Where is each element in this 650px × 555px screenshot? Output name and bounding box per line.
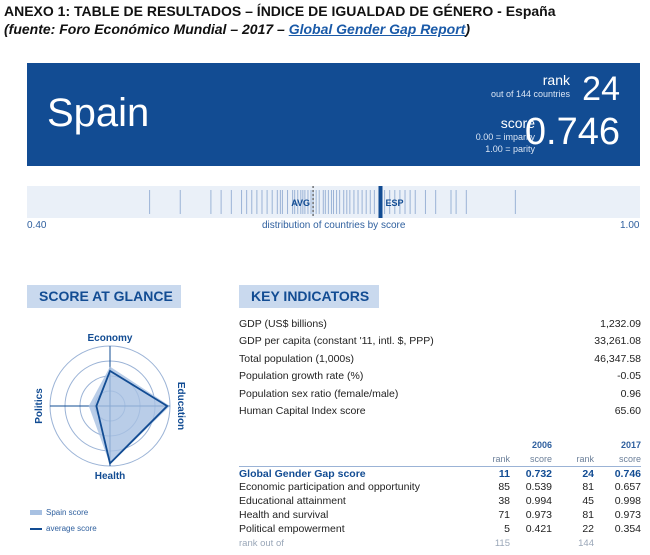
indicator-row [239,353,641,370]
indicator-value: 0.96 [620,387,641,400]
rank-2006: 5 [504,523,510,535]
distribution-caption: distribution of countries by score [262,220,406,231]
table-row [239,522,641,536]
col-score-2017: score [618,454,641,464]
indicator-row [239,370,641,387]
legend-average-label: average score [46,524,97,533]
rank-2017: 81 [582,481,594,493]
rank-2006: 71 [498,509,510,521]
distribution-min-label: 0.40 [27,220,47,231]
row-label: Global Gender Gap score [239,467,366,480]
spain-marker-label: ESP [385,198,404,208]
score-2006: 0.421 [525,523,552,535]
rank-out-of-2017: 144 [578,537,594,549]
score-2017: 0.998 [614,495,641,507]
indicator-label: Population sex ratio (female/male) [239,387,399,400]
rank-2006: 38 [498,495,510,507]
indicator-row [239,405,641,422]
rank-value: 24 [582,70,620,108]
rank-out-of-label: rank out of [239,537,284,549]
score-2017: 0.354 [614,523,641,535]
col-rank-2017: rank [576,454,594,464]
indicator-value: 46,347.58 [594,352,641,365]
rank-2006: 85 [498,481,510,493]
table-row [239,466,641,480]
report-link[interactable]: Global Gender Gap Report [288,21,466,37]
source-prefix: (fuente: Foro Económico Mundial – 2017 – [4,21,289,37]
table-body [239,466,641,536]
spain-swatch [30,510,42,515]
row-label: Economic participation and opportunity [239,481,420,493]
country-name: Spain [47,91,150,135]
rank-label: rank [542,72,570,88]
rank-2006: 11 [498,467,510,480]
axis-label-education: Education [175,381,186,431]
score-distribution-strip [27,186,640,218]
distribution-max-label: 1.00 [620,220,640,231]
indicator-value: -0.05 [617,370,641,383]
indicator-label: GDP (US$ billions) [239,318,327,330]
gender-gap-table [239,438,641,550]
row-label: Educational attainment [239,495,346,507]
score-radar-chart [25,318,195,488]
indicator-value: 65.60 [614,405,641,417]
indicator-label: Human Capital Index score [239,405,366,417]
rank-out-of-2006: 115 [494,537,510,549]
table-header-row [239,452,641,466]
table-year-row [239,438,641,452]
axis-label-economy: Economy [87,333,133,344]
key-indicators-heading: KEY INDICATORS [239,285,379,308]
indicator-value: 1,232.09 [600,318,641,330]
indicator-value: 33,261.08 [594,335,641,348]
score-at-glance-heading: SCORE AT GLANCE [27,285,181,308]
indicator-label: Total population (1,000s) [239,352,354,365]
score-2017: 0.657 [614,481,641,493]
table-row [239,508,641,522]
indicator-row [239,318,641,335]
legend-average [30,524,97,533]
score-2017: 0.746 [614,467,641,480]
score-2006: 0.973 [525,509,552,521]
document-title: ANEXO 1: TABLE DE RESULTADOS – ÍNDICE DE IGUALDAD DE GÉNERO - España [4,3,556,19]
table-row [239,494,641,508]
average-marker-label: AVG [291,198,311,208]
score-value: 0.746 [524,111,620,153]
table-footer-row [239,536,641,550]
score-parity-note: 1.00 = parity [485,144,535,154]
rank-2017: 81 [582,509,594,521]
row-label: Political empowerment [239,523,345,535]
axis-label-health: Health [94,471,126,482]
source-suffix: ) [465,21,470,37]
score-imparity-note: 0.00 = imparity [475,132,535,142]
indicator-label: GDP per capita (constant '11, intl. $, PPP) [239,335,434,348]
country-banner [27,63,640,166]
col-score-2006: score [529,454,552,464]
rank-sublabel: out of 144 countries [490,89,570,99]
score-2006: 0.732 [525,467,552,480]
score-2017: 0.973 [614,509,641,521]
rank-2017: 22 [582,523,594,535]
table-row [239,480,641,494]
axis-label-politics: Politics [34,388,45,424]
spain-marker [378,186,382,218]
year-2017: 2017 [620,440,641,450]
col-rank-2006: rank [492,454,510,464]
score-label: score [500,115,535,131]
indicator-row [239,388,641,405]
row-label: Health and survival [239,509,329,521]
indicator-row [239,335,641,352]
document-source [4,21,470,37]
year-2006: 2006 [531,440,552,450]
score-2006: 0.539 [525,481,552,493]
rank-2017: 45 [582,495,594,507]
average-swatch [30,528,42,530]
legend-spain-label: Spain score [46,508,89,517]
rank-2017: 24 [582,467,594,480]
legend-spain [30,508,88,517]
score-2006: 0.994 [525,495,552,507]
indicator-label: Population growth rate (%) [239,370,364,383]
